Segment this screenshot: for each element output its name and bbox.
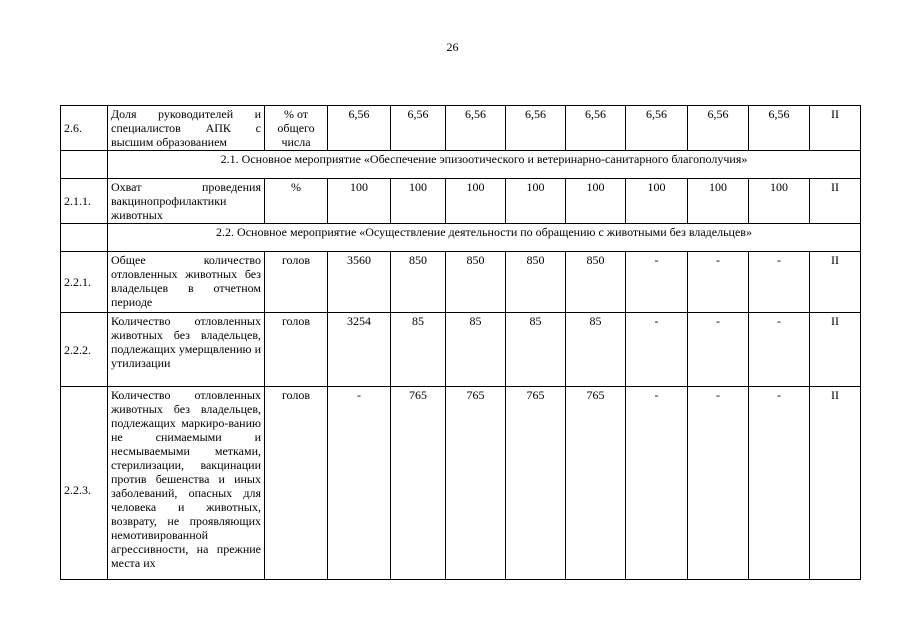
value-cell: -: [688, 313, 749, 387]
value-cell: 6,56: [446, 106, 506, 151]
value-cell: 3560: [328, 252, 391, 313]
table-row: [61, 252, 861, 313]
unit: голов: [265, 252, 328, 313]
value-cell: 100: [446, 179, 506, 224]
indicator-name: Доля руководителей и специалистов АПК с высшим образованием: [108, 106, 265, 151]
value-cell: 6,56: [626, 106, 688, 151]
value-cell: -: [626, 387, 688, 580]
unit: голов: [265, 387, 328, 580]
value-cell: 6,56: [506, 106, 566, 151]
value-cell: 100: [506, 179, 566, 224]
value-cell: 765: [391, 387, 446, 580]
responsible-code: II: [810, 387, 861, 580]
value-cell: 6,56: [328, 106, 391, 151]
value-cell: 100: [688, 179, 749, 224]
value-cell: 850: [566, 252, 626, 313]
row-number: 2.2.2.: [61, 313, 108, 387]
value-cell: 6,56: [688, 106, 749, 151]
unit: голов: [265, 313, 328, 387]
row-number: 2.6.: [61, 106, 108, 151]
value-cell: 6,56: [391, 106, 446, 151]
row-number: 2.2.1.: [61, 252, 108, 313]
value-cell: 765: [446, 387, 506, 580]
indicator-name: Количество отловленных животных без владельцев, подлежащих умерщвлению и утилизации: [108, 313, 265, 387]
value-cell: -: [328, 387, 391, 580]
value-cell: 85: [506, 313, 566, 387]
section-row: [61, 224, 861, 252]
value-cell: 100: [391, 179, 446, 224]
responsible-code: II: [810, 252, 861, 313]
value-cell: -: [688, 252, 749, 313]
responsible-code: II: [810, 106, 861, 151]
value-cell: 850: [446, 252, 506, 313]
value-cell: 85: [566, 313, 626, 387]
value-cell: 100: [749, 179, 810, 224]
empty-cell: [61, 151, 108, 179]
value-cell: 6,56: [566, 106, 626, 151]
value-cell: 850: [506, 252, 566, 313]
empty-cell: [61, 224, 108, 252]
page-number: 26: [446, 40, 459, 54]
indicator-name: Общее количество отловленных животных без владельцев в отчетном периоде: [108, 252, 265, 313]
value-cell: 3254: [328, 313, 391, 387]
table-row: [61, 179, 861, 224]
responsible-code: II: [810, 179, 861, 224]
indicators-table: [60, 105, 861, 580]
unit: %: [265, 179, 328, 224]
value-cell: 100: [328, 179, 391, 224]
section-row: [61, 151, 861, 179]
value-cell: 100: [626, 179, 688, 224]
indicator-name: Количество отловленных животных без владельцев, подлежащих маркиро-ванию не снимаемыми и несмываемыми метками, стерилизации, вакцинации против бешенства и иных заболеваний, опасных для человека и животных, возврату, не проявляющих немотивированной агрессивности, на прежние места их: [108, 387, 265, 580]
value-cell: 765: [506, 387, 566, 580]
value-cell: 765: [566, 387, 626, 580]
section-heading: 2.1. Основное мероприятие «Обеспечение эпизоотического и ветеринарно-санитарного благополучия»: [108, 151, 861, 179]
indicator-name: Охват проведения вакцинопрофилактики животных: [108, 179, 265, 224]
value-cell: 85: [446, 313, 506, 387]
value-cell: 100: [566, 179, 626, 224]
value-cell: 85: [391, 313, 446, 387]
responsible-code: II: [810, 313, 861, 387]
table-row: [61, 106, 861, 151]
value-cell: -: [749, 387, 810, 580]
value-cell: -: [688, 387, 749, 580]
table-row: [61, 313, 861, 387]
value-cell: 6,56: [749, 106, 810, 151]
section-heading: 2.2. Основное мероприятие «Осуществление деятельности по обращению с животными без владельцев»: [108, 224, 861, 252]
value-cell: -: [626, 313, 688, 387]
table-row: [61, 387, 861, 580]
unit: % от общего числа: [265, 106, 328, 151]
value-cell: 850: [391, 252, 446, 313]
row-number: 2.2.3.: [61, 387, 108, 580]
value-cell: -: [626, 252, 688, 313]
value-cell: -: [749, 252, 810, 313]
value-cell: -: [749, 313, 810, 387]
row-number: 2.1.1.: [61, 179, 108, 224]
